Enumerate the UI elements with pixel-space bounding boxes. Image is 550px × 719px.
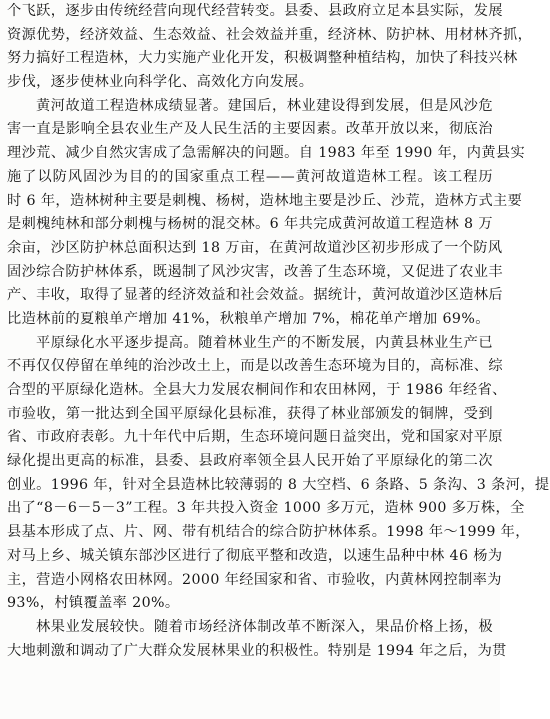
text-line: 不再仅仅停留在单纯的治沙改土上，而是以改善生态环境为目的，高标准、综 <box>7 358 503 375</box>
text-line: 施了以防风固沙为目的的国家重点工程——黄河故道造林工程。该工程历 <box>7 168 493 185</box>
text-line: 绿化提出更高的标准，县委、县政府率领全县人民开始了平原绿化的第二次 <box>7 453 493 470</box>
text-line: 县基本形成了点、片、网、带有机结合的综合防护林体系。1998 年～1999 年， <box>7 524 530 541</box>
text-line: 大地刺激和调动了广大群众发展林果业的积极性。特别是 1994 年之后，为贯 <box>7 642 507 659</box>
paragraph-heading-line: 林果业发展较快。随着市场经济体制改革不断深入，果品价格上扬，极 <box>36 618 493 635</box>
text-line: 93%，村镇覆盖率 20%。 <box>7 595 180 612</box>
text-line: 比造林前的夏粮单产增加 41%，秋粮单产增加 7%，棉花单产增加 69%。 <box>7 310 490 327</box>
paragraph-heading-line: 黄河故道工程造林成绩显著。建国后，林业建设得到发展，但是风沙危 <box>36 97 493 114</box>
text-line: 是刺槐纯林和部分刺槐与杨树的混交林。6 年共完成黄河故道工程造林 8 万 <box>7 216 493 233</box>
text-line: 出了“8－6－5－3”工程。3 年共投入资金 1000 多万元，造林 900 多万株，全 <box>7 500 525 517</box>
text-line: 产、丰收，取得了显著的经济效益和社会效益。据统计，黄河故道沙区造林后 <box>7 287 503 304</box>
text-line: 个飞跃，逐步由传统经营向现代经营转变。县委、县政府立足本县实际，发展 <box>7 3 503 19</box>
text-line: 合型的平原绿化造林。全县大力发展农桐间作和农田林网，于 1986 年经省、 <box>7 382 507 398</box>
text-line: 对马上乡、城关镇东部沙区进行了彻底平整和改造，以速生品种中林 46 杨为 <box>7 547 503 564</box>
text-line: 主，营造小网格农田林网。2000 年经国家和省、市验收，内黄林网控制率为 <box>7 571 502 588</box>
text-line: 害一直是影响全县农业生产及人民生活的主要因素。改革开放以来，彻底治 <box>7 121 493 138</box>
text-line: 省、市政府表彰。九十年代中后期，生态环境问题日益突出，党和国家对平原 <box>7 429 503 446</box>
text-line: 创业。1996 年，针对全县造林比较薄弱的 8 大空档、6 条路、5 条沟、3 条河，提 <box>7 476 550 493</box>
body-text <box>7 0 550 663</box>
text-line: 努力搞好工程造林，大力实施产业化开发，积极调整种植结构，加快了科技兴林 <box>7 50 518 67</box>
text-line: 固沙综合防护林体系，既遏制了风沙灾害，改善了生态环境，又促进了农业丰 <box>7 263 503 280</box>
paragraph-heading-line: 平原绿化水平逐步提高。随着林业生产的不断发展，内黄县林业生产已 <box>36 334 493 351</box>
text-line: 时 6 年，造林树种主要是刺槐、杨树，造林地主要是沙丘、沙荒，造林方式主要 <box>7 192 523 209</box>
text-line: 余亩，沙区防护林总面积达到 18 万亩，在黄河故道沙区初步形成了一个防风 <box>7 239 503 256</box>
text-line: 理沙荒、减少自然灾害成了急需解决的问题。自 1983 年至 1990 年，内黄县实 <box>7 145 526 162</box>
text-line: 市验收，第一批达到全国平原绿化县标准，获得了林业部颁发的铜牌，受到 <box>7 405 493 422</box>
text-line: 步伐，逐步使林业向科学化、高效化方向发展。 <box>7 74 314 91</box>
text-line: 资源优势，经济效益、生态效益、社会效益并重，经济林、防护林、用材林齐抓， <box>7 26 533 43</box>
